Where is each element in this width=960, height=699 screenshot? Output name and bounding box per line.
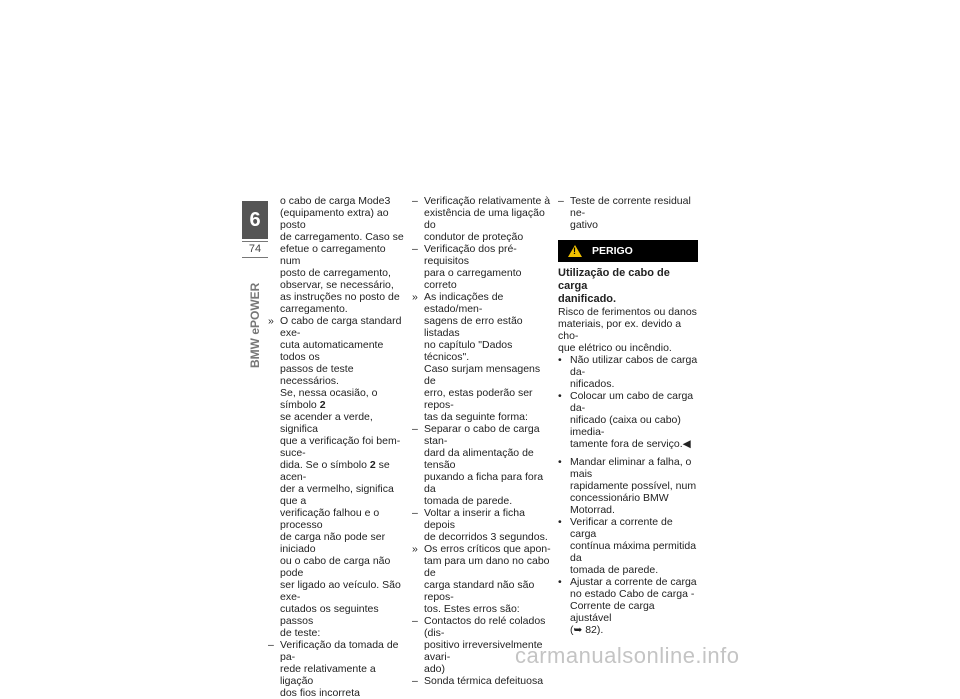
page-number: 74: [242, 241, 268, 258]
warning-heading: [558, 267, 698, 306]
text-column-3: [558, 195, 698, 636]
list-item: [412, 675, 552, 687]
text-line: tos. Estes erros são:: [424, 603, 520, 615]
list-marker: »: [268, 315, 274, 327]
text-line: (equipamento extra) ao posto: [280, 207, 389, 231]
text-line: no capítulo "Dados técnicos".: [424, 339, 513, 363]
list-item: [412, 243, 552, 291]
text-column-2: [412, 195, 552, 687]
text-line: sagens de erro estão listadas: [424, 315, 523, 339]
text-line: Voltar a inserir a ficha depois: [424, 507, 525, 531]
text-line: [570, 438, 698, 450]
text-line: tas da seguinte forma:: [424, 411, 528, 423]
text-line: Utilização de cabo de carga: [558, 267, 670, 292]
text-line: As indicações de estado/men-: [424, 291, 504, 315]
list-item: [412, 507, 552, 543]
text-line: concessionário BMW Motorrad.: [570, 492, 669, 516]
warning-label: PERIGO: [592, 245, 633, 257]
text-line: carga standard não são repos-: [424, 579, 535, 603]
text-line: tomada de parede.: [570, 564, 659, 576]
text-line: Caso surjam mensagens de: [424, 363, 541, 387]
text-fragment: dida. Se o símbolo: [280, 459, 367, 471]
list-item: [412, 423, 552, 507]
page-reference-link[interactable]: (➥ 82).: [570, 624, 604, 636]
list-item: [558, 516, 698, 576]
text-line: efetue o carregamento num: [280, 243, 386, 267]
text-line: nificado (caixa ou cabo) imedia-: [570, 414, 681, 438]
text-line: Contactos do relé colados (dis-: [424, 615, 546, 639]
list-marker: –: [558, 195, 564, 207]
list-marker: »: [412, 291, 418, 303]
warning-triangle-icon: [568, 245, 582, 257]
text-line: gativo: [570, 219, 599, 231]
text-line: observar, se necessário,: [280, 279, 394, 291]
text-line: rapidamente possível, num: [570, 480, 697, 492]
text-line: Teste de corrente residual ne-: [570, 195, 691, 219]
text-line: cuta automaticamente todos os: [280, 339, 384, 363]
text-line: ado): [424, 663, 446, 675]
list-marker: –: [412, 507, 418, 519]
text-line: der a vermelho, significa que a: [280, 483, 394, 507]
bullet-marker: •: [558, 516, 562, 528]
text-line: que elétrico ou incêndio.: [558, 342, 672, 354]
text-line: para o carregamento correto: [424, 267, 522, 291]
text-line: se acender a verde, significa: [280, 411, 373, 435]
chapter-title: BMW ePOWER: [248, 282, 262, 368]
text-line: ou o cabo de carga não pode: [280, 555, 391, 579]
list-marker: –: [412, 195, 418, 207]
text-line: cutados os seguintes passos: [280, 603, 379, 627]
text-line: [280, 387, 408, 411]
text-line: passos de teste necessários.: [280, 363, 354, 387]
text-line: de carregamento. Caso se: [280, 231, 404, 243]
list-marker: –: [268, 639, 274, 651]
bullet-marker: •: [558, 390, 562, 402]
chapter-tab: 6: [242, 201, 268, 239]
text-line: de decorridos 3 segundos.: [424, 531, 548, 543]
intro-paragraph: [268, 195, 408, 315]
text-line: no estado Cabo de carga -: [570, 588, 695, 600]
text-line: dos fios incorreta: [280, 687, 360, 699]
text-line: Verificação da tomada de pa-: [280, 639, 399, 663]
text-line: rede relativamente a ligação: [280, 663, 376, 687]
text-line: Os erros críticos que apon-: [424, 543, 551, 555]
list-item: [558, 195, 698, 231]
bullet-marker: •: [558, 354, 562, 366]
list-item: [412, 543, 552, 615]
text-line: condutor de proteção: [424, 231, 524, 243]
list-marker: –: [412, 423, 418, 435]
list-item: [558, 576, 698, 636]
text-line: nificados.: [570, 378, 615, 390]
text-line: Risco de ferimentos ou danos: [558, 306, 697, 318]
list-marker: –: [412, 615, 418, 627]
text-line: de teste:: [280, 627, 321, 639]
text-line: Verificar a corrente de carga: [570, 516, 673, 540]
bullet-marker: •: [558, 576, 562, 588]
list-item: [558, 390, 698, 450]
text-fragment: se acen-: [280, 459, 390, 483]
text-line: Verificação dos pré-requisitos: [424, 243, 517, 267]
text-line: Corrente de carga ajustável: [570, 600, 655, 624]
text-line: puxando a ficha para fora da: [424, 471, 544, 495]
text-line: danificado.: [558, 293, 617, 305]
text-line: de carga não pode ser iniciado: [280, 531, 386, 555]
text-line: dard da alimentação de tensão: [424, 447, 534, 471]
list-item: [268, 315, 408, 639]
text-line: materiais, por ex. devido a cho-: [558, 318, 682, 342]
text-line: Não utilizar cabos de carga da-: [570, 354, 698, 378]
text-line: erro, estas poderão ser repos-: [424, 387, 533, 411]
warning-banner: [558, 240, 698, 262]
text-line: contínua máxima permitida da: [570, 540, 697, 564]
text-line: Mandar eliminar a falha, o mais: [570, 456, 692, 480]
status-symbol: 2: [319, 399, 326, 411]
text-line: as instruções no posto de: [280, 291, 400, 303]
list-marker: »: [412, 543, 418, 555]
text-column-1: [268, 195, 408, 699]
list-item: [558, 354, 698, 390]
text-fragment: Se, nessa ocasião, o símbolo: [280, 387, 378, 411]
text-line: que a verificação foi bem-suce-: [280, 435, 401, 459]
warning-paragraph: [558, 306, 698, 354]
text-line: positivo irreversivelmente avari-: [424, 639, 543, 663]
list-item: [412, 195, 552, 243]
text-line: o cabo de carga Mode3: [280, 195, 391, 207]
list-item: [558, 456, 698, 516]
list-marker: –: [412, 675, 418, 687]
text-line: carregamento.: [280, 303, 348, 315]
text-line: [280, 459, 408, 483]
text-line: Separar o cabo de carga stan-: [424, 423, 540, 447]
text-line: ser ligado ao veículo. São exe-: [280, 579, 401, 603]
text-line: tomada de parede.: [424, 495, 513, 507]
text-line: Ajustar a corrente de carga: [570, 576, 697, 588]
list-marker: –: [412, 243, 418, 255]
text-line: existência de uma ligação do: [424, 207, 545, 231]
text-fragment: tamente fora de serviço.: [570, 438, 683, 450]
text-line: posto de carregamento,: [280, 267, 391, 279]
text-line: tam para um dano no cabo de: [424, 555, 550, 579]
watermark: carmanualsonline.info: [515, 643, 740, 668]
bullet-marker: •: [558, 456, 562, 468]
status-symbol: 2: [369, 459, 376, 471]
text-line: verificação falhou e o processo: [280, 507, 380, 531]
end-mark-icon: ◀: [682, 438, 691, 450]
text-line: Verificação relativamente à: [424, 195, 551, 207]
text-line: O cabo de carga standard exe-: [280, 315, 402, 339]
list-item: [412, 291, 552, 423]
text-line: Sonda térmica defeituosa: [424, 675, 544, 687]
list-item: [268, 639, 408, 699]
text-line: Colocar um cabo de carga da-: [570, 390, 694, 414]
